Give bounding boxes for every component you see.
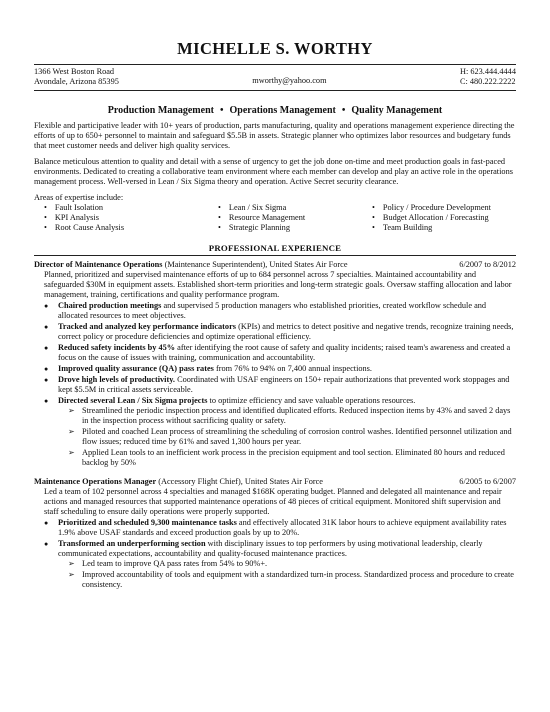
bullet-lead: Reduced safety incidents by 45%: [58, 343, 176, 352]
headline-item: Production Management: [107, 105, 214, 116]
headline-separator: •: [341, 105, 346, 116]
job-detail: (Accessory Flight Chief), United States Air Force: [156, 477, 323, 486]
address-line-1: 1366 West Boston Road: [34, 67, 115, 76]
sub-bullet: ➢ Led team to improve QA pass rates from 54% to 90%+.: [82, 559, 516, 569]
section-title-experience: PROFESSIONAL EXPERIENCE: [34, 243, 516, 256]
home-phone: H: 623.444.4444: [459, 67, 516, 76]
job-summary: Led a team of 102 personnel across 4 specialties and managed $168K operating budget. Planned and delegated all maintenance and repair actions and managed resources that supported maintenance operations of 48 pieces of critical equipment. Monitored shift supervision and staff scheduling to ensure daily operations were properly supported.: [44, 487, 502, 516]
job-dates: 6/2007 to 8/2012: [459, 260, 516, 269]
sub-bullet: ➢ Piloted and coached Lean process of streamlining the scheduling of corrosion control washes. Identified personnel utilization and flow issues; reduced time by 61% and saved 1,300 hours per year.: [82, 427, 516, 447]
job-bullet: [58, 364, 516, 374]
areas-title: Areas of expertise include:: [34, 193, 124, 202]
job-bullets: [34, 518, 516, 590]
area-item: • Team Building: [372, 223, 522, 233]
job-header: [34, 477, 516, 487]
area-item: • Fault Isolation: [44, 203, 218, 213]
area-item: • Root Cause Analysis: [44, 223, 218, 233]
job-bullet: [58, 396, 516, 468]
bullet-lead: Transformed an underperforming section: [58, 539, 206, 548]
job-bullets: [34, 301, 516, 468]
sub-bullet: ➢ Applied Lean tools to an inefficient work process in the precision equipment and tool section. Eliminated 80 hours and reduced backlog by 50%: [82, 448, 516, 468]
area-item: • Lean / Six Sigma: [218, 203, 372, 213]
job-dates: 6/2005 to 6/2007: [459, 477, 516, 486]
job-title-line: [34, 477, 323, 487]
headline-item: Quality Management: [351, 105, 443, 116]
bullet-text: to optimize efficiency and save valuable operations resources.: [207, 396, 416, 405]
areas-grid: [34, 203, 516, 233]
bullet-lead: Chaired production meetings: [58, 301, 162, 310]
sub-bullet: ➢ Improved accountability of tools and equipment with a standardized turn-in process. Standardized process and procedure to create consistency.: [82, 570, 516, 590]
job-title-line: [34, 260, 348, 270]
area-item: • Resource Management: [218, 213, 372, 223]
bullet-text: and supervised 5 production managers who established priorities, created workflow schedule and allocated resources to meet objectives.: [58, 301, 487, 320]
job-entry: [34, 260, 516, 468]
area-item: • Strategic Planning: [218, 223, 372, 233]
bullet-text: (KPIs) and metrics to detect positive and negative trends, recognize training needs, correct policy or procedure deficiencies and optimize operational efficiency.: [58, 322, 514, 341]
bullet-lead: Tracked and analyzed key performance indicators: [58, 322, 236, 331]
bullet-text: with disciplinary issues to top performers by using motivational leadership, clearly communicated expectations, accountability and quality-focused maintenance practices.: [58, 539, 483, 558]
contact-block: [34, 65, 516, 90]
bullet-lead: Improved quality assurance (QA) pass rates: [58, 364, 214, 373]
email-block: [252, 68, 326, 86]
summary-paragraph: Balance meticulous attention to quality and detail with a sense of urgency to get the job done on-time and meet production goals in fast-paced environments. Dedicated to creating a collaborative team environment where each member can develop and play an active role in the operations management process. Well-versed in Lean / Six Sigma theory and operation. Active Secret security clearance.: [34, 157, 513, 186]
job-bullet: [58, 518, 516, 538]
job-bullet: [58, 322, 516, 342]
job-header: [34, 260, 516, 270]
area-item: • KPI Analysis: [44, 213, 218, 223]
bullet-text: from 76% to 94% on 7,400 annual inspections.: [213, 364, 372, 373]
area-item: • Budget Allocation / Forecasting: [372, 213, 522, 223]
email-address[interactable]: mworthy@yahoo.com: [252, 76, 327, 85]
headline-item: Operations Management: [229, 105, 336, 116]
address-line-2: Avondale, Arizona 85395: [34, 77, 119, 86]
bullet-lead: Directed several Lean / Six Sigma projects: [58, 396, 208, 405]
sub-bullets: [58, 406, 516, 468]
cell-phone: C: 480.222.2222: [459, 77, 516, 86]
job-summary: Planned, prioritized and supervised maintenance efforts of up to 684 personnel across 7 specialties. Maintained accountability and safeguarded $30M in equipment assets. Established short-term priorities and long-term strategic goals. Oversaw staffing allocation and labor management, training, certifications and quality performance program.: [44, 270, 512, 299]
job-detail: (Maintenance Superintendent), United States Air Force: [162, 260, 348, 269]
phone-block: [460, 67, 516, 87]
summary-paragraph: Flexible and participative leader with 10+ years of production, parts manufacturing, quality and operations management experience directing the efforts of up to 650+ personnel to maintain and safeguard $5.5B in assets. Strategic planner who optimizes labor resources and budgetary funds that meet customer needs and deliver high quality services.: [34, 121, 515, 150]
bullet-text: after identifying the root cause of safety and quality incidents; raised team's awareness and created a focus on the cause of issues with training, communication and accountability.: [58, 343, 511, 362]
job-title: Maintenance Operations Manager: [34, 477, 157, 486]
job-bullet: [58, 375, 516, 395]
headline-separator: •: [219, 105, 224, 116]
job-title: Director of Maintenance Operations: [34, 260, 163, 269]
sub-bullet: ➢ Streamlined the periodic inspection process and identified duplicated efforts. Reduced inspection items by 43% and saved 2 days in the inspection process without sacrificing quality or safety.: [82, 406, 516, 426]
bullet-text: Coordinated with USAF engineers on 150+ repair authorizations that prevented work stoppages and kept $5.5M in critical assets serviceable.: [58, 375, 510, 394]
job-bullet: [58, 343, 516, 363]
bullet-lead: Drove high levels of productivity.: [58, 375, 176, 384]
bullet-text: and effectively allocated 31K labor hours to achieve equipment availability rates 1.9% above USAF standards and exceed production goals by up to 20%.: [58, 518, 507, 537]
job-bullet: [58, 539, 516, 590]
contact-rule: [34, 90, 516, 91]
sub-bullets: [58, 559, 516, 590]
area-item: • Policy / Procedure Development: [372, 203, 522, 213]
candidate-name: MICHELLE S. WORTHY: [177, 39, 373, 58]
job-entry: [34, 477, 516, 590]
job-gap: [34, 469, 516, 477]
address-block: [34, 67, 119, 87]
job-bullet: [58, 301, 516, 321]
bullet-lead: Prioritized and scheduled 9,300 maintenance tasks: [58, 518, 237, 527]
headline: [34, 105, 516, 117]
